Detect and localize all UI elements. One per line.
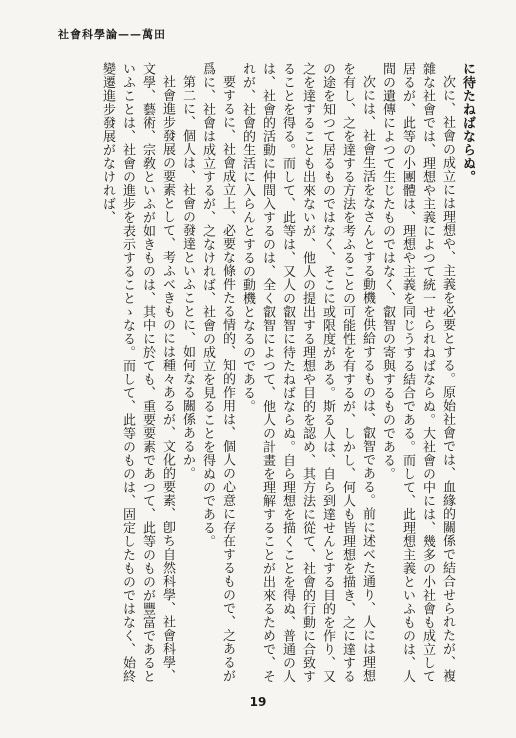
paragraph: 要するに、社會成立上、必要な條件たる情的、知的作用は、個人の心意に存在するもので、之あるが爲に、社會は成立するが、之なければ、社會の成立を見ることを得ぬのである。: [200, 62, 235, 683]
paragraph: 社會進步發展の要素として、考ふべきものには種々あるが、文化的要素、卽ち自然科學、社會科學、文學、藝術、宗敎といふが如きものは、其中に於ても、重要要素であつて、此等のものが豐富であるといふことは、社會の進步を表示することゝなる。而して、此等のものは、固定したものではなく、始終變遷進步發展がなければ、: [100, 62, 175, 683]
running-head: 社會科學論——萬田: [58, 28, 166, 41]
paragraph-continuation: に待たねばならぬ。: [460, 62, 475, 184]
paragraph: 次に、社會の成立には理想や、主義を必要とする。原始社會では、血緣的關係で結合せられたが、複雜な社會では、理想や主義によつて統一せられねばならぬ。大社會の中には、幾多の小社會も成立して居るが、此等の小團體は、理想や主義を同じうする結合である。而して、此理想主義といふものは、人間の遺傳によつて生じたものではなく、叡智の寄與するものである。: [380, 62, 455, 683]
paragraph: 第二に、個人は、社會の發達といふことに、如何なる關係あるか。: [180, 75, 195, 480]
paragraph: 次には、社會生活をなさんとする動機を供給するものは、叡智である。前に述べた通り、人には理想を有し、之を達する方法を考ふることの可能性を有するが、しかし、何人も皆理想を描き、之に達するの途を知つて居るものではなく、そこに或限度がある。斯る人は、自ら到達せんとする目的を作り、又之を達することも出來ないが、他人の提出する理想や目的を認め、其方法に從て、社會的行動に合致することを得る。而して、此等は、又人の叡智に待たねばならぬ。自ら理想を描くことを得ぬ、普通の人は、社會的活動に仲間入するのは、全く叡智によつて、他人の計畫を理解することが出來るためで、それが、社會的生活に入らんとするの動機となるのである。: [240, 62, 375, 683]
body-text: [47, 62, 477, 687]
page-number: 19: [249, 695, 267, 709]
